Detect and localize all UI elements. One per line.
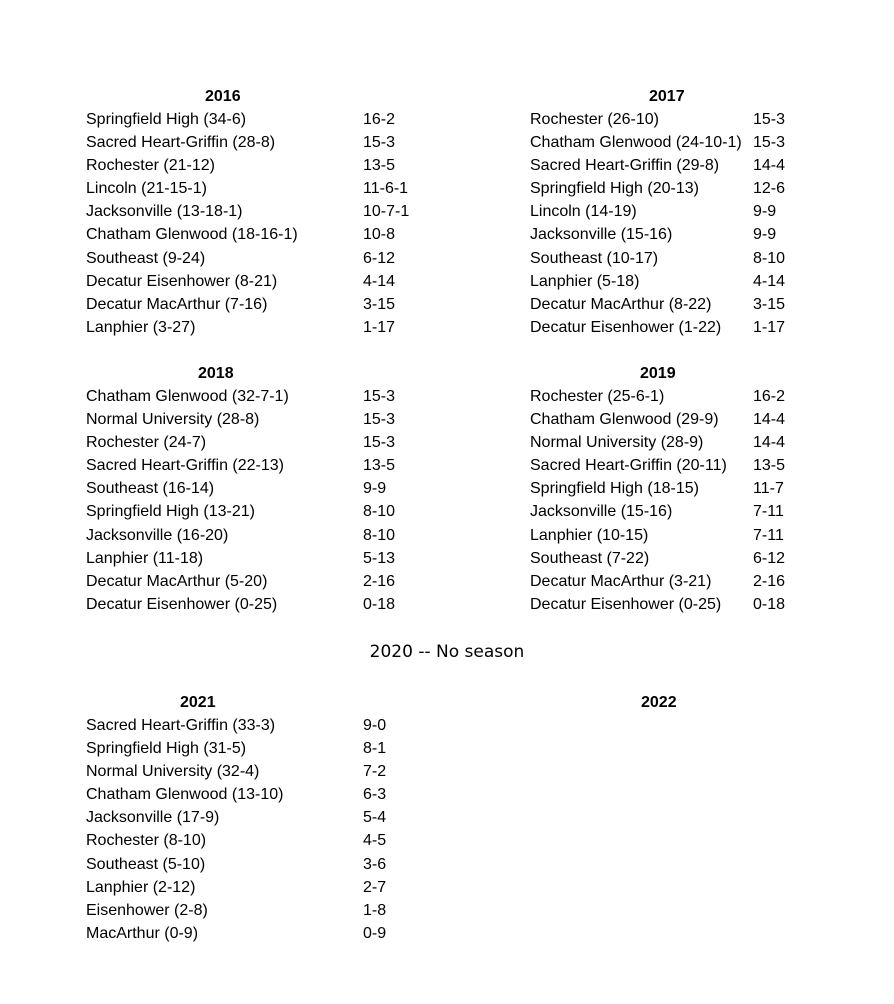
standings-row: [86, 202, 506, 225]
conference-record: 10-7-1: [363, 203, 410, 221]
standings-row: [86, 133, 506, 156]
standings-row: [86, 785, 506, 808]
conference-record: 0-18: [363, 595, 396, 613]
team-name: Decatur Eisenhower (1-22): [530, 318, 722, 336]
conference-record: 13-5: [363, 457, 396, 475]
standings-row: [530, 549, 894, 572]
conference-record: 7-11: [753, 526, 784, 544]
conference-record: 1-17: [753, 318, 786, 336]
team-name: Lincoln (21-15-1): [86, 180, 207, 198]
standings-row: [86, 110, 506, 133]
standings-row: [530, 410, 894, 433]
standings-row: [530, 295, 894, 318]
standings-row: [86, 739, 506, 762]
team-name: Rochester (8-10): [86, 832, 207, 850]
season-year: 2017: [649, 88, 685, 105]
team-name: Decatur Eisenhower (8-21): [86, 272, 278, 290]
conference-record: 16-2: [753, 388, 786, 405]
team-name: Jacksonville (17-9): [86, 809, 220, 827]
team-name: Rochester (26-10): [530, 111, 659, 128]
standings-row: [86, 156, 506, 179]
standings-row: [530, 595, 894, 618]
standings-row: [530, 110, 894, 133]
conference-record: 11-6-1: [363, 180, 409, 198]
standings-row: [530, 272, 894, 295]
conference-record: 11-7: [753, 480, 784, 498]
team-name: Lincoln (14-19): [530, 203, 637, 221]
conference-record: 9-0: [363, 717, 387, 734]
no-season-text: 2020 -- No season: [369, 642, 525, 662]
season-year: 2022: [641, 694, 677, 711]
team-name: Normal University (32-4): [86, 763, 260, 781]
conference-record: 8-10: [363, 503, 396, 521]
conference-record: 12-6: [753, 180, 786, 198]
conference-record: 8-10: [363, 526, 396, 544]
standings-row: [86, 456, 506, 479]
team-name: Chatham Glenwood (29-9): [530, 411, 719, 429]
conference-record: 1-17: [363, 318, 396, 336]
conference-record: 15-3: [363, 434, 396, 452]
conference-record: 5-4: [363, 809, 387, 827]
conference-record: 2-16: [363, 572, 396, 590]
team-name: Rochester (21-12): [86, 157, 215, 175]
team-name: Jacksonville (15-16): [530, 503, 673, 521]
conference-record: 4-5: [363, 832, 387, 850]
season-year: 2019: [640, 365, 676, 382]
standings-row: [86, 831, 506, 854]
conference-record: 15-3: [753, 111, 786, 128]
standings-row: [530, 502, 894, 525]
standings-list: [530, 387, 894, 618]
standings-row: [86, 410, 506, 433]
standings-row: [530, 387, 894, 410]
standings-row: [86, 179, 506, 202]
team-name: Chatham Glenwood (24-10-1): [530, 134, 742, 152]
conference-record: 13-5: [753, 457, 786, 475]
conference-record: 9-9: [363, 480, 387, 498]
standings-row: [86, 502, 506, 525]
standings-list: [86, 387, 506, 618]
team-name: Southeast (7-22): [530, 549, 650, 567]
standings-row: [530, 318, 894, 341]
standings-row: [86, 572, 506, 595]
team-name: Springfield High (20-13): [530, 180, 699, 198]
conference-record: 2-7: [363, 878, 387, 896]
no-season-note: [0, 642, 894, 662]
team-name: Rochester (24-7): [86, 434, 207, 452]
team-name: Jacksonville (16-20): [86, 526, 229, 544]
team-name: Jacksonville (15-16): [530, 226, 673, 244]
standings-list: [86, 110, 506, 341]
team-name: Normal University (28-9): [530, 434, 704, 452]
standings-row: [86, 716, 506, 739]
standings-row: [530, 156, 894, 179]
standings-row: [86, 479, 506, 502]
standings-list: [530, 110, 894, 341]
conference-record: 3-6: [363, 855, 387, 873]
team-name: Southeast (5-10): [86, 855, 206, 873]
conference-record: 16-2: [363, 111, 396, 128]
team-name: Lanphier (2-12): [86, 878, 196, 896]
standings-row: [86, 318, 506, 341]
standings-row: [86, 595, 506, 618]
standings-row: [86, 901, 506, 924]
conference-record: 5-13: [363, 549, 396, 567]
team-name: Sacred Heart-Griffin (33-3): [86, 717, 276, 734]
conference-record: 15-3: [363, 388, 396, 405]
team-name: Springfield High (34-6): [86, 111, 247, 128]
team-name: Decatur MacArthur (3-21): [530, 572, 712, 590]
conference-record: 4-14: [363, 272, 396, 290]
conference-record: 14-4: [753, 411, 786, 429]
conference-record: 9-9: [753, 226, 777, 244]
season-year: 2018: [198, 365, 234, 382]
team-name: Chatham Glenwood (18-16-1): [86, 226, 298, 244]
standings-row: [530, 225, 894, 248]
standings-row: [86, 549, 506, 572]
conference-record: 6-12: [363, 249, 396, 267]
conference-record: 7-2: [363, 763, 387, 781]
standings-row: [530, 479, 894, 502]
standings-row: [86, 272, 506, 295]
conference-record: 9-9: [753, 203, 777, 221]
team-name: Lanphier (3-27): [86, 318, 196, 336]
conference-record: 14-4: [753, 157, 786, 175]
standings-row: [86, 387, 506, 410]
team-name: Sacred Heart-Griffin (22-13): [86, 457, 284, 475]
team-name: Decatur Eisenhower (0-25): [530, 595, 722, 613]
team-name: Decatur Eisenhower (0-25): [86, 595, 278, 613]
standings-row: [86, 878, 506, 901]
season-year: 2016: [205, 88, 241, 105]
team-name: Sacred Heart-Griffin (28-8): [86, 134, 276, 152]
team-name: Decatur MacArthur (5-20): [86, 572, 268, 590]
conference-record: 4-14: [753, 272, 786, 290]
standings-row: [86, 855, 506, 878]
conference-record: 6-3: [363, 786, 387, 804]
team-name: Chatham Glenwood (13-10): [86, 786, 284, 804]
team-name: Decatur MacArthur (7-16): [86, 295, 268, 313]
conference-record: 15-3: [753, 134, 786, 152]
team-name: Springfield High (31-5): [86, 740, 247, 758]
team-name: Normal University (28-8): [86, 411, 260, 429]
team-name: MacArthur (0-9): [86, 924, 199, 942]
standings-row: [86, 924, 506, 947]
standings-row: [86, 808, 506, 831]
standings-row: [530, 572, 894, 595]
conference-record: 1-8: [363, 901, 387, 919]
conference-record: 7-11: [753, 503, 784, 521]
season-year: 2021: [180, 694, 216, 711]
standings-row: [530, 433, 894, 456]
conference-record: 14-4: [753, 434, 786, 452]
standings-row: [86, 762, 506, 785]
standings-row: [530, 179, 894, 202]
team-name: Jacksonville (13-18-1): [86, 203, 243, 221]
standings-row: [86, 526, 506, 549]
standings-row: [530, 133, 894, 156]
conference-record: 15-3: [363, 134, 396, 152]
conference-record: 2-16: [753, 572, 786, 590]
standings-row: [530, 249, 894, 272]
standings-row: [86, 295, 506, 318]
standings-row: [86, 433, 506, 456]
conference-record: 3-15: [363, 295, 396, 313]
team-name: Decatur MacArthur (8-22): [530, 295, 712, 313]
conference-record: 0-18: [753, 595, 786, 613]
conference-record: 10-8: [363, 226, 396, 244]
standings-list: [86, 716, 506, 947]
conference-record: 15-3: [363, 411, 396, 429]
team-name: Lanphier (5-18): [530, 272, 640, 290]
standings-row: [530, 526, 894, 549]
team-name: Sacred Heart-Griffin (20-11): [530, 457, 727, 475]
team-name: Lanphier (11-18): [86, 549, 204, 567]
conference-record: 8-10: [753, 249, 786, 267]
conference-record: 13-5: [363, 157, 396, 175]
standings-row: [86, 249, 506, 272]
team-name: Southeast (16-14): [86, 480, 215, 498]
team-name: Springfield High (18-15): [530, 480, 699, 498]
team-name: Lanphier (10-15): [530, 526, 649, 544]
conference-record: 8-1: [363, 740, 387, 758]
team-name: Springfield High (13-21): [86, 503, 255, 521]
team-name: Southeast (10-17): [530, 249, 659, 267]
team-name: Chatham Glenwood (32-7-1): [86, 388, 289, 405]
standings-row: [86, 225, 506, 248]
conference-record: 0-9: [363, 924, 387, 942]
conference-record: 3-15: [753, 295, 786, 313]
team-name: Rochester (25-6-1): [530, 388, 665, 405]
team-name: Southeast (9-24): [86, 249, 206, 267]
standings-row: [530, 456, 894, 479]
conference-record: 6-12: [753, 549, 786, 567]
standings-row: [530, 202, 894, 225]
team-name: Eisenhower (2-8): [86, 901, 208, 919]
team-name: Sacred Heart-Griffin (29-8): [530, 157, 720, 175]
